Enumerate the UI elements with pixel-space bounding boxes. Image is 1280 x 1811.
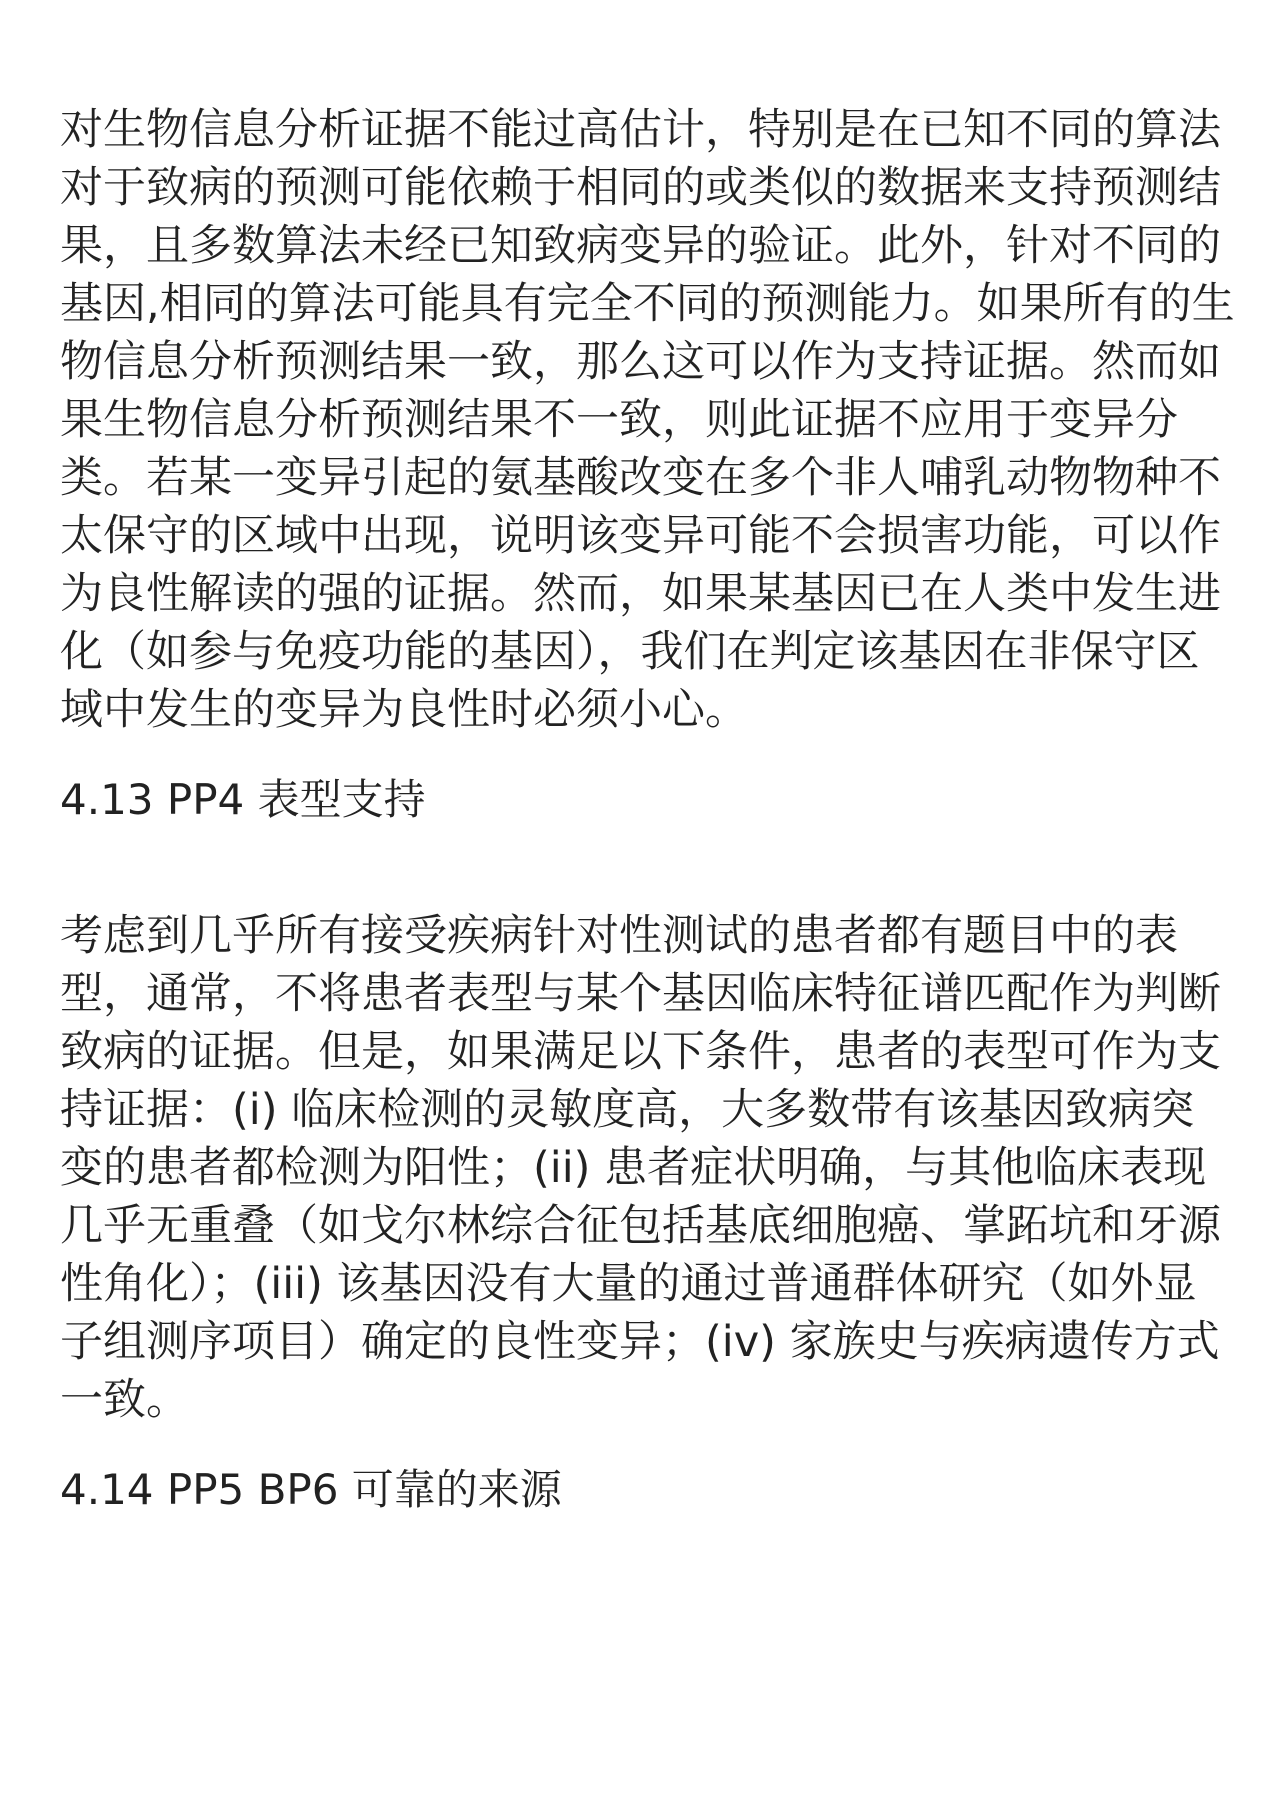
paragraph-line: 变的患者都检测为阳性；(ii) 患者症状明确，与其他临床表现 (60, 1143, 1207, 1193)
section-heading-pp4: 4.13 PP4 表型支持 (60, 775, 426, 824)
paragraph-line: 对生物信息分析证据不能过高估计，特别是在已知不同的算法 (60, 105, 1221, 155)
paragraph-line: 持证据：(i) 临床检测的灵敏度高，大多数带有该基因致病突 (60, 1085, 1195, 1135)
paragraph-line: 物信息分析预测结果一致，那么这可以作为支持证据。然而如 (60, 337, 1221, 387)
paragraph-line: 果，且多数算法未经已知致病变异的验证。此外，针对不同的 (60, 221, 1221, 271)
paragraph-line: 性角化）；(iii) 该基因没有大量的通过普通群体研究（如外显 (60, 1259, 1197, 1309)
paragraph-line: 致病的证据。但是，如果满足以下条件，患者的表型可作为支 (60, 1027, 1221, 1077)
paragraph-line: 化（如参与免疫功能的基因），我们在判定该基因在非保守区 (60, 627, 1200, 677)
paragraph-line: 类。若某一变异引起的氨基酸改变在多个非人哺乳动物物种不 (60, 453, 1221, 503)
paragraph-line: 一致。 (60, 1375, 189, 1425)
paragraph-line: 太保守的区域中出现，说明该变异可能不会损害功能，可以作 (60, 511, 1221, 561)
paragraph-line: 果生物信息分析预测结果不一致，则此证据不应用于变异分 (60, 395, 1178, 445)
paragraph-line: 为良性解读的强的证据。然而，如果某基因已在人类中发生进 (60, 569, 1221, 619)
paragraph-line: 对于致病的预测可能依赖于相同的或类似的数据来支持预测结 (60, 163, 1221, 213)
paragraph-line: 域中发生的变异为良性时必须小心。 (60, 685, 748, 735)
paragraph-line: 型，通常，不将患者表型与某个基因临床特征谱匹配作为判断 (60, 969, 1221, 1019)
paragraph-line: 考虑到几乎所有接受疾病针对性测试的患者都有题目中的表 (60, 911, 1178, 961)
paragraph-line: 子组测序项目）确定的良性变异；(iv) 家族史与疾病遗传方式 (60, 1317, 1220, 1367)
paragraph-line: 基因,相同的算法可能具有完全不同的预测能力。如果所有的生 (60, 279, 1235, 329)
paragraph-line: 几乎无重叠（如戈尔林综合征包括基底细胞癌、掌跖坑和牙源 (60, 1201, 1221, 1251)
section-heading-pp5-bp6: 4.14 PP5 BP6 可靠的来源 (60, 1465, 562, 1514)
